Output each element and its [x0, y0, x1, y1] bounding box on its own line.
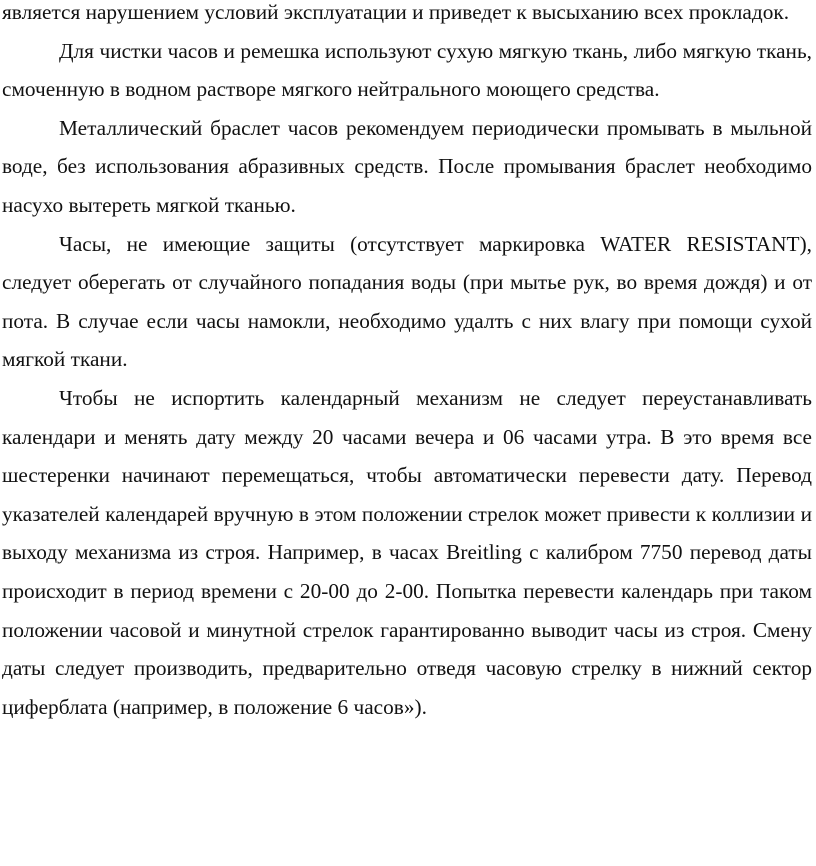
paragraph-water-protection: Часы, не имеющие защиты (отсутствует маркировка WATER RESISTANT), следует оберегать от случайного попадания воды (при мытье рук, во время дождя) и от пота. В случае если часы намокли, необходимо удалть с них влагу при помощи сухой мягкой ткани. [2, 231, 812, 372]
document-page [2, 0, 812, 726]
paragraph-cleaning-cloth: Для чистки часов и ремешка используют сухую мягкую ткань, либо мягкую ткань, смоченную в водном растворе мягкого нейтрального моющего средства. [2, 38, 812, 102]
paragraph-metal-bracelet: Металлический браслет часов рекомендуем периодически промывать в мыльной воде, без использования абразивных средств. После промывания браслет необходимо насухо вытереть мягкой тканью. [2, 115, 812, 217]
paragraph-continuation: является нарушением условий эксплуатации и приведет к высыханию всех прокладок. [2, 0, 790, 24]
paragraph-calendar-mechanism: Чтобы не испортить календарный механизм не следует переустанавливать календари и менять дату между 20 часами вечера и 06 часами утра. В это время все шестеренки начинают перемещаться, чтобы автоматически перевести дату. Перевод указателей календарей вручную в этом положении стрелок может привести к коллизии и выходу механизма из строя. Например, в часах Breitling с калибром 7750 перевод даты происходит в период времени с 20-00 до 2-00. Попытка перевести календарь при таком положении часовой и минутной стрелок гарантированно выводит часы из строя. Смену даты следует производить, предварительно отведя часовую стрелку в нижний сектор циферблата (например, в положение 6 часов»). [2, 385, 812, 719]
